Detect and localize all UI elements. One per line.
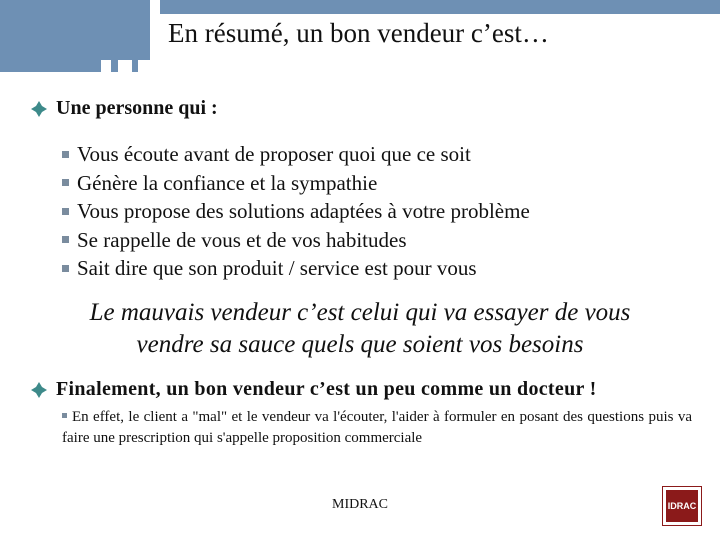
sub-list <box>62 140 530 283</box>
explanation-paragraph <box>62 407 692 449</box>
callout-text <box>20 297 700 361</box>
bullet-label: Finalement, un bon vendeur c’est un peu comme un docteur ! <box>56 378 597 400</box>
square-bullet-icon <box>62 151 69 158</box>
list-item: Vous écoute avant de proposer quoi que ce soit <box>62 140 530 169</box>
list-item: Sait dire que son produit / service est pour vous <box>62 254 530 283</box>
paragraph-text: En effet, le client a "mal" et le vendeur va l'écouter, l'aider à formuler en posant des questions puis va faire une prescription qui s'appelle proposition commerciale <box>62 409 692 446</box>
square-bullet-icon <box>62 179 69 186</box>
square-bullet-icon <box>62 265 69 272</box>
footer-text: MIDRAC <box>332 497 389 512</box>
square-bullet-icon <box>62 413 67 418</box>
slide-title: En résumé, un bon vendeur c’est… <box>168 18 549 48</box>
bullet-une-personne <box>30 97 218 120</box>
callout-line-2: vendre sa sauce quels que soient vos besoins <box>136 331 584 358</box>
header-notch-3 <box>138 60 150 72</box>
callout-line-1: Le mauvais vendeur c’est celui qui va essayer de vous <box>89 299 631 326</box>
list-item: Se rappelle de vous et de vos habitudes <box>62 226 530 255</box>
logo-text: IDRAC <box>666 490 698 522</box>
list-item: Vous propose des solutions adaptées à votre problème <box>62 197 530 226</box>
square-bullet-icon <box>62 208 69 215</box>
bullet-label: Une personne qui : <box>56 97 218 119</box>
diamond-bullet-icon <box>30 381 48 399</box>
bullet-finalement <box>30 378 597 401</box>
header-notch-1 <box>101 60 111 72</box>
list-item: Génère la confiance et la sympathie <box>62 169 530 198</box>
header-bar-right <box>160 0 720 14</box>
square-bullet-icon <box>62 236 69 243</box>
idrac-logo <box>662 486 702 526</box>
diamond-bullet-icon <box>30 100 48 118</box>
header-notch-2 <box>118 60 132 72</box>
